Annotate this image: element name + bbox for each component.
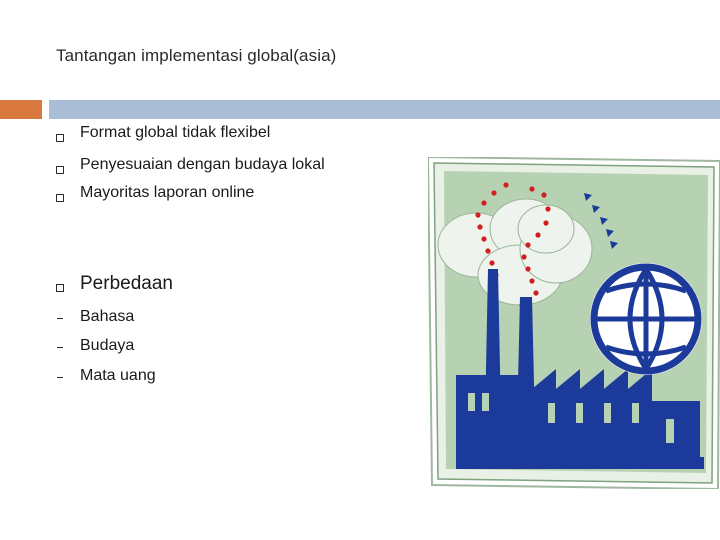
factory-globe-icon [428,157,720,489]
checkbox-square-icon [56,166,64,174]
globe-icon [590,263,702,375]
dash-icon [57,347,63,348]
bullet-item [56,124,271,142]
sub-bullet-text: Mata uang [80,367,156,384]
bullet-text: Format global tidak flexibel [80,124,271,141]
sub-bullet-text: Bahasa [80,308,135,325]
slide-title: Tantangan implementasi global(asia) [56,46,337,65]
dash-icon [57,318,63,319]
bullet-item [56,273,173,294]
accent-bar [0,100,42,119]
bullet-text: Mayoritas laporan online [80,184,255,201]
checkbox-square-icon [56,284,64,292]
bullet-item [56,184,255,202]
sub-bullet-item [56,367,156,384]
sub-bullet-item [56,308,135,325]
checkbox-square-icon [56,194,64,202]
sub-bullet-item [56,337,135,354]
checkbox-square-icon [56,134,64,142]
bullet-text: Penyesuaian dengan budaya lokal [80,156,325,173]
bullet-item [56,156,325,174]
dash-icon [57,377,63,378]
bullet-text: Perbedaan [80,273,173,294]
header-bar [49,100,720,119]
sub-bullet-text: Budaya [80,337,135,354]
